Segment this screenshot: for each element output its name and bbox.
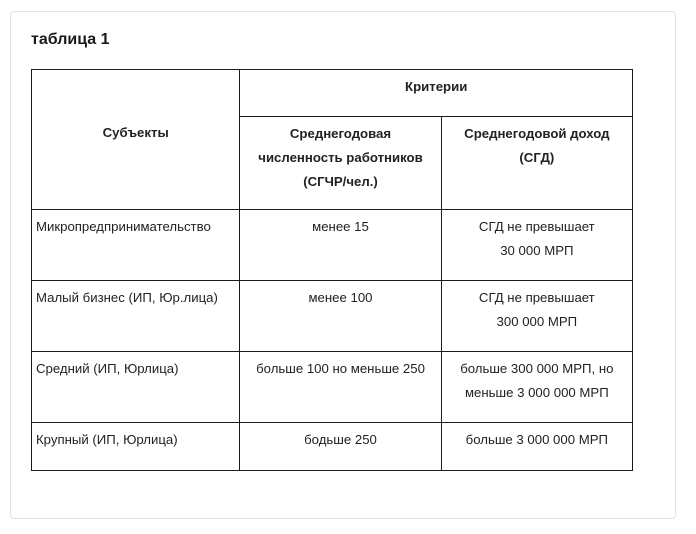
table-row [32, 210, 633, 281]
income-cell [441, 423, 632, 471]
income-cell [441, 210, 632, 281]
header-employees-line: (СГЧР/чел.) [303, 174, 378, 189]
income-line: больше 3 000 000 МРП [465, 432, 608, 447]
subject-cell: Микропредпринимательство [32, 210, 240, 281]
header-employees-line: Среднегодовая [289, 126, 392, 141]
subject-cell: Средний (ИП, Юрлица) [32, 352, 240, 423]
header-employees-line: численность работников [258, 150, 423, 165]
table-row [32, 281, 633, 352]
income-line: СГД не превышает [478, 290, 595, 305]
income-line: меньше 3 000 000 МРП [464, 385, 609, 400]
table-caption: таблица 1 [31, 31, 110, 48]
income-line: 30 000 МРП [500, 243, 574, 258]
table-row [32, 352, 633, 423]
header-employees [240, 117, 441, 210]
table-row [32, 423, 633, 471]
employees-cell: менее 15 [240, 210, 441, 281]
employees-cell: менее 100 [240, 281, 441, 352]
income-cell [441, 352, 632, 423]
income-line: СГД не превышает [478, 219, 595, 234]
income-line: 300 000 МРП [496, 314, 578, 329]
header-income-line: Среднегодовой доход [464, 126, 610, 141]
employees-cell: бодьше 250 [240, 423, 441, 471]
subject-cell: Крупный (ИП, Юрлица) [32, 423, 240, 471]
header-subjects: Субъекты [32, 70, 240, 210]
subject-cell: Малый бизнес (ИП, Юр.лица) [32, 281, 240, 352]
header-criteria: Критерии [240, 70, 633, 117]
income-line: больше 300 000 МРП, но [460, 361, 614, 376]
income-cell [441, 281, 632, 352]
employees-cell: больше 100 но меньше 250 [240, 352, 441, 423]
header-income [441, 117, 632, 210]
header-income-line: (СГД) [519, 150, 555, 165]
header-row-top [32, 70, 633, 117]
criteria-table [31, 69, 633, 471]
